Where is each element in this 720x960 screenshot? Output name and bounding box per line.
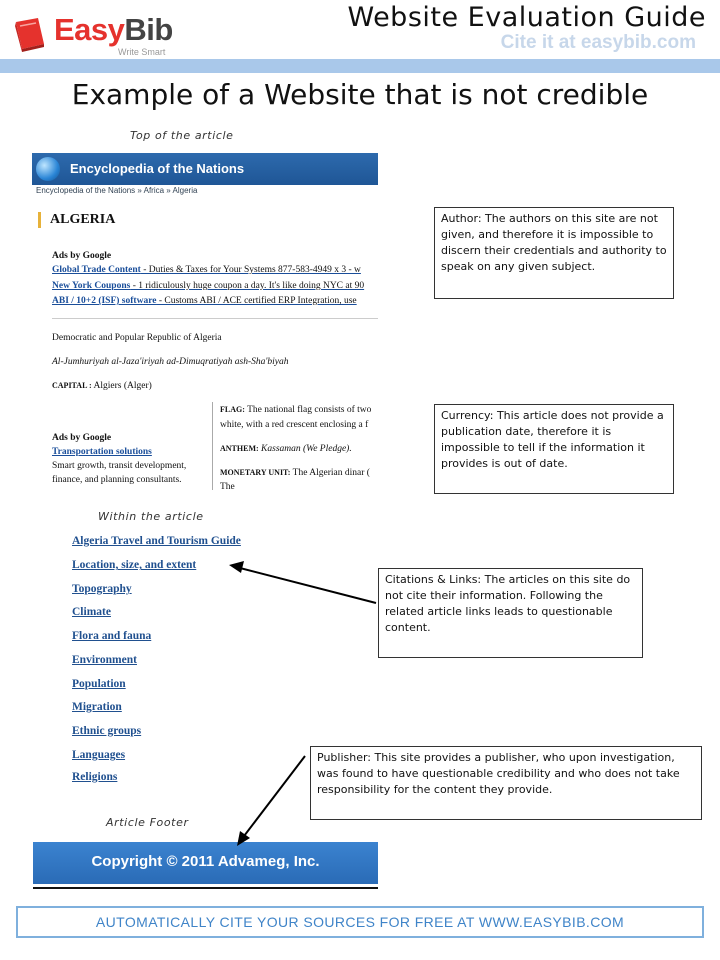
cite-tagline: Cite it at easybib.com [500,32,696,53]
easybib-book-icon [10,14,50,54]
ad-link-3[interactable] [52,296,357,306]
logo-easy: Easy [54,12,125,47]
article-footer-screenshot [33,838,378,890]
ad2-line-2: finance, and planning consultants. [52,475,182,485]
page-title: Example of a Website that is not credible [71,78,649,111]
header-band [0,59,720,73]
article-top-screenshot [32,150,378,490]
note-author: Author: The authors on this site are not given, and therefore it is impossible to discern their credentials and authority to speak on any given subject. [434,207,674,299]
flag-line-1 [220,405,371,415]
ad-link-2[interactable] [52,281,364,291]
article-links-screenshot [66,530,266,783]
related-link-ethnic[interactable]: Ethnic groups [72,725,142,737]
globe-icon [36,157,60,181]
flag-line-2: white, with a red crescent enclosing a f [220,420,369,430]
divider [52,318,378,319]
cite-sources-banner[interactable]: AUTOMATICALLY CITE YOUR SOURCES FOR FREE AT WWW.EASYBIB.COM [16,906,704,938]
logo-tagline: Write Smart [118,47,166,57]
related-link-migration[interactable]: Migration [72,701,122,713]
related-link-languages[interactable]: Languages [72,749,126,761]
anthem-line [220,444,352,454]
encyclopedia-title: Encyclopedia of the Nations [70,161,245,176]
ad-link-1-text: - Duties & Taxes for Your Systems 877-583-4949 x 3 - w [140,265,361,275]
logo-wordmark [54,12,173,48]
country-heading: ALGERIA [50,212,116,227]
note-currency: Currency: This article does not provide a publication date, therefore it is impossible to tell if the information it provides is out of date. [434,404,674,494]
encyclopedia-header [32,153,378,185]
ad-link-2-text: - 1 ridiculously huge coupon a day. It's like doing NYC at 90 [130,281,365,291]
caption-top: Top of the article [130,129,234,142]
related-link-travel[interactable]: Algeria Travel and Tourism Guide [72,535,241,547]
caption-footer: Article Footer [106,816,189,829]
note-citations: Citations & Links: The articles on this site do not cite their information. Following the related article links leads to questionable content. [378,568,643,658]
ad-link-2-title[interactable]: New York Coupons [52,281,131,291]
ad2-line-1: Smart growth, transit development, [52,461,187,471]
ad-link-1[interactable] [52,265,361,275]
official-name: Democratic and Popular Republic of Algeria [52,333,222,343]
logo-bib: Bib [124,12,173,47]
related-link-population[interactable]: Population [72,678,126,690]
breadcrumb: Encyclopedia of the Nations » Africa » Algeria [36,186,198,195]
monetary-label: MONETARY UNIT: [220,468,291,477]
ad-link-1-title[interactable]: Global Trade Content [52,265,141,275]
note-publisher: Publisher: This site provides a publisher, who upon investigation, was found to have questionable credibility and who does not take responsibility for the content they provide. [310,746,702,820]
related-link-location[interactable]: Location, size, and extent [72,559,197,571]
column-divider [212,402,213,490]
easybib-logo[interactable] [10,10,180,58]
anthem-text: Kassaman (We Pledge). [258,444,352,454]
anthem-label: ANTHEM: [220,444,259,453]
ads-label: Ads by Google [52,251,112,261]
heading-accent [38,212,41,228]
related-link-topography[interactable]: Topography [72,583,132,595]
capital-line [52,381,152,391]
ad2-link[interactable]: Transportation solutions [52,447,152,457]
related-link-flora[interactable]: Flora and fauna [72,630,152,642]
ads2-label: Ads by Google [52,433,112,443]
capital-label: CAPITAL : [52,381,92,390]
related-link-religions[interactable]: Religions [72,771,118,783]
capital-value: Algiers (Alger) [91,381,152,391]
monetary-text: The Algerian dinar ( [290,468,370,478]
footer-copyright: Copyright © 2011 Advameg, Inc. [91,853,320,870]
guide-title: Website Evaluation Guide [347,2,706,33]
caption-within: Within the article [98,510,204,523]
arabic-name: Al-Jumhuriyah al-Jaza'iriyah ad-Dimuqratiyah ash-Sha'biyah [52,357,289,367]
flag-label: FLAG: [220,405,245,414]
flag-text-1: The national flag consists of two [244,405,372,415]
cut-line: The [220,482,235,492]
ad-link-3-title[interactable]: ABI / 10+2 (ISF) software [52,296,157,306]
footer-rule [33,887,378,889]
related-link-climate[interactable]: Climate [72,606,111,618]
related-link-environment[interactable]: Environment [72,654,137,666]
ad-link-3-text: - Customs ABI / ACE certified ERP Integration, use [156,296,357,306]
monetary-line [220,468,370,478]
